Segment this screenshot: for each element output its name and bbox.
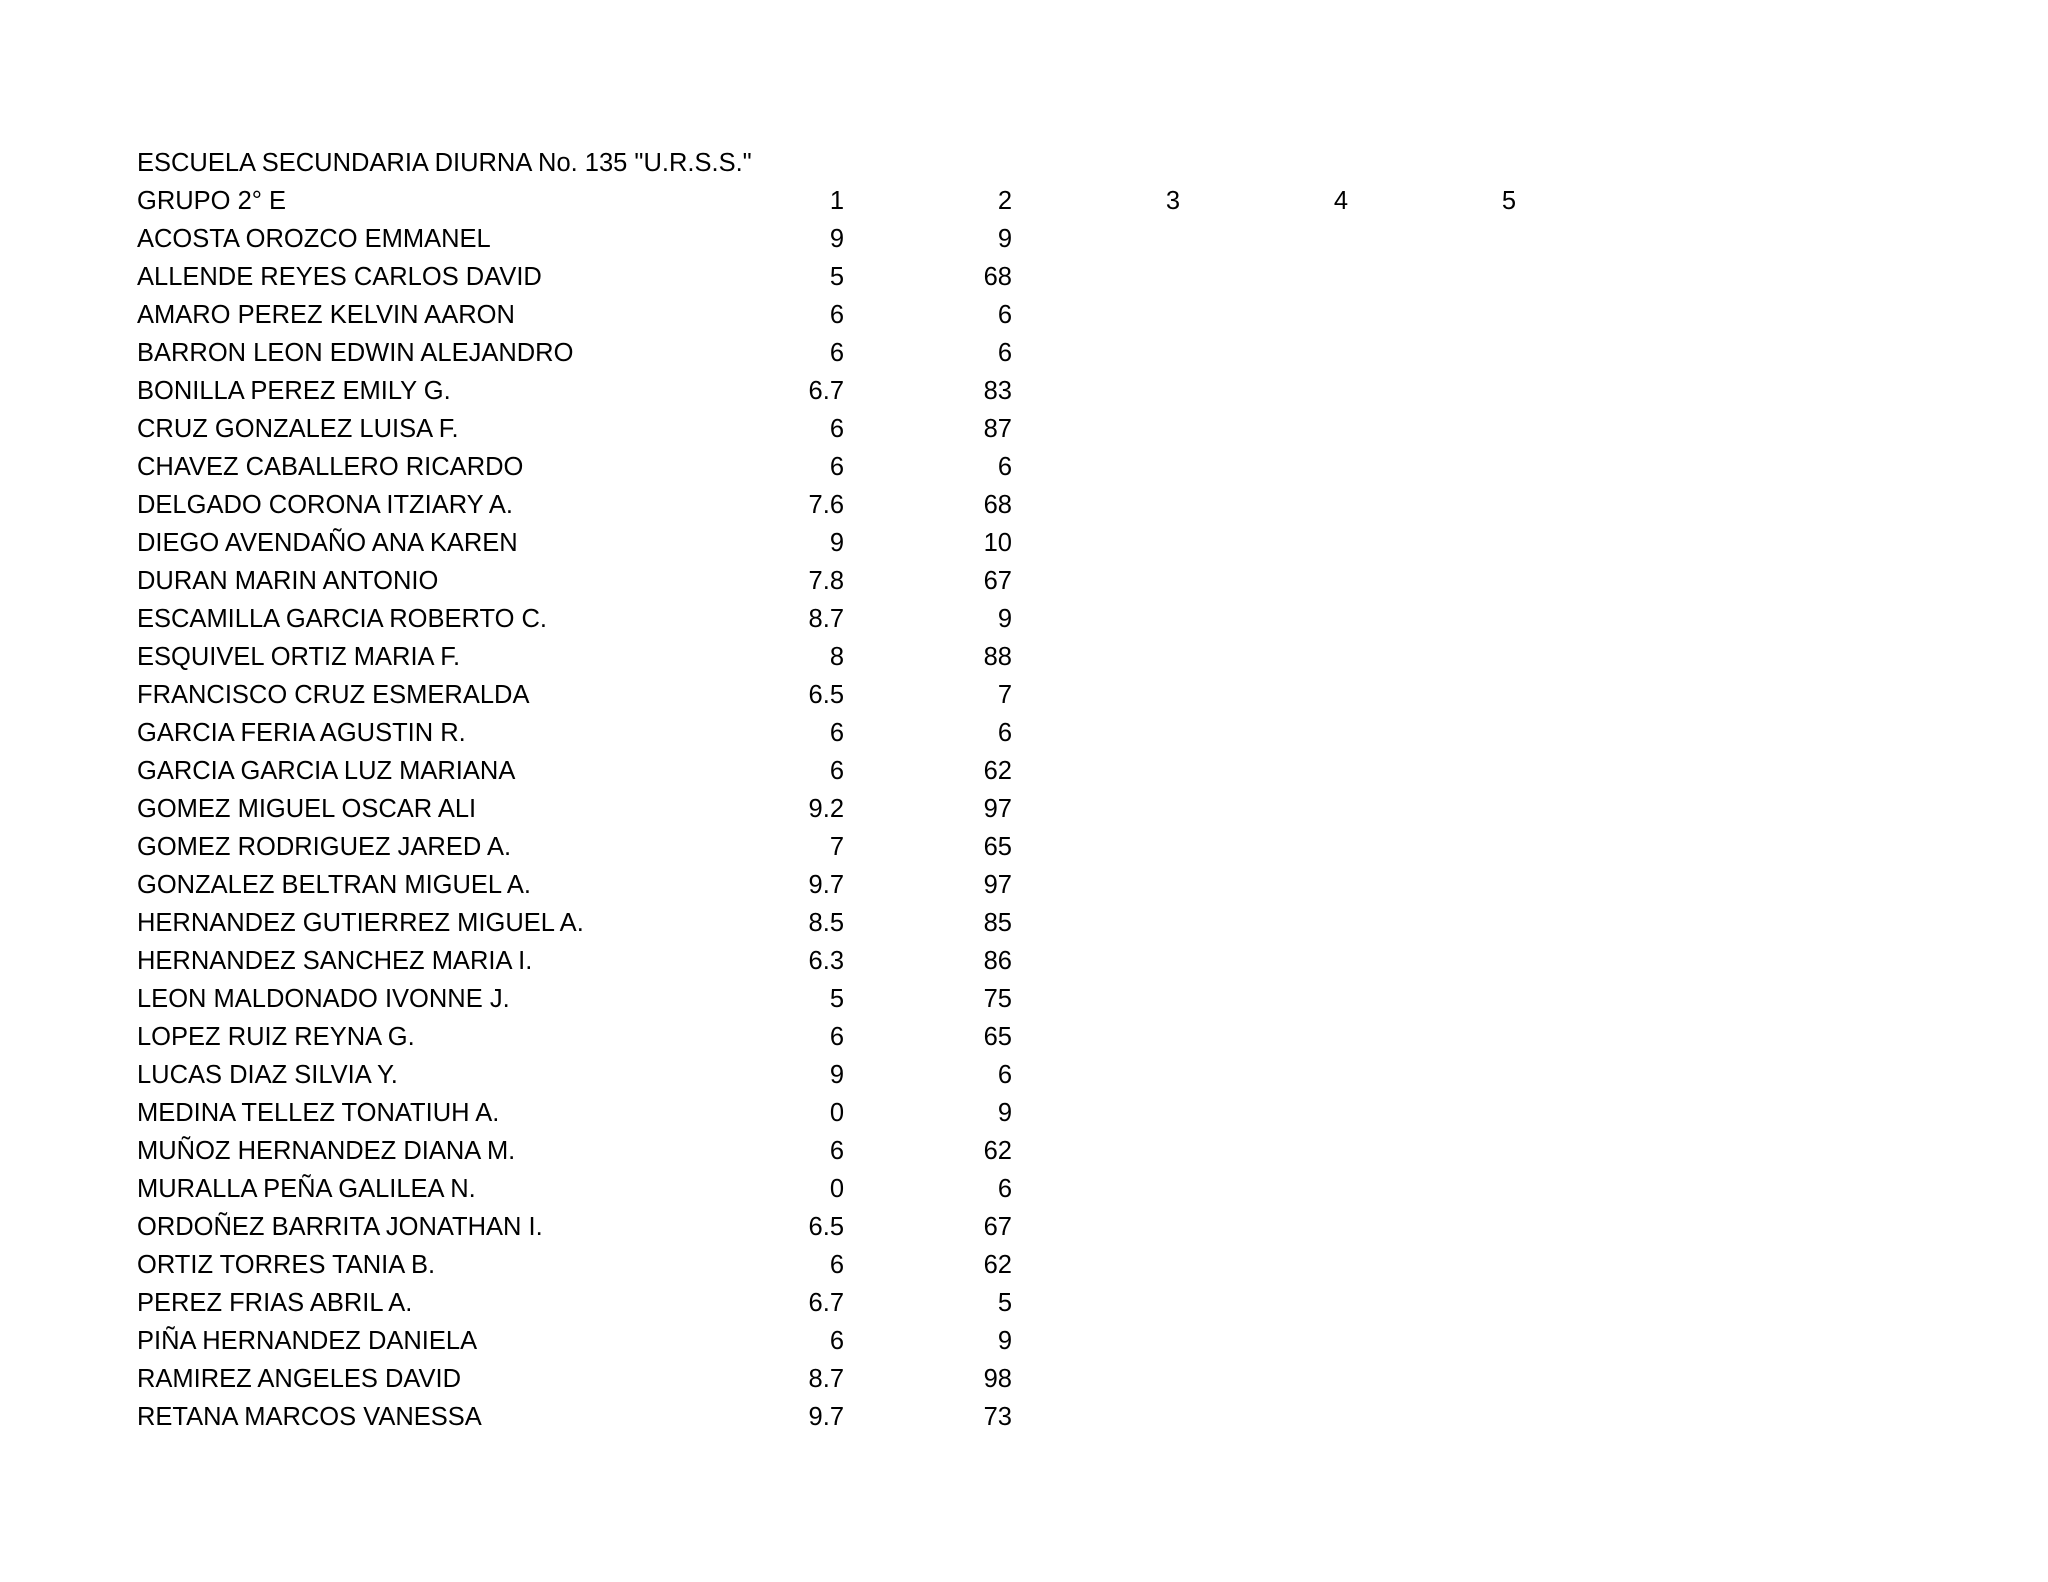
grade-1: 6 xyxy=(829,1137,844,1165)
grade-2: 9 xyxy=(997,1327,1012,1355)
student-row xyxy=(0,638,2048,676)
grade-1: 9 xyxy=(829,529,844,557)
grade-1: 6 xyxy=(829,453,844,481)
student-name: ORDOÑEZ BARRITA JONATHAN I. xyxy=(137,1213,543,1241)
grade-2: 97 xyxy=(983,795,1012,823)
student-name: GONZALEZ BELTRAN MIGUEL A. xyxy=(137,871,531,899)
grade-2: 98 xyxy=(983,1365,1012,1393)
column-header-1: 1 xyxy=(829,187,844,215)
grade-2: 68 xyxy=(983,491,1012,519)
student-name: CHAVEZ CABALLERO RICARDO xyxy=(137,453,524,481)
grade-2: 6 xyxy=(997,339,1012,367)
grade-1: 6 xyxy=(829,1023,844,1051)
grade-2: 7 xyxy=(997,681,1012,709)
grade-2: 88 xyxy=(983,643,1012,671)
grade-2: 62 xyxy=(983,1251,1012,1279)
grade-1: 0 xyxy=(829,1099,844,1127)
student-name: ALLENDE REYES CARLOS DAVID xyxy=(137,263,542,291)
grade-1: 8.7 xyxy=(808,605,844,633)
student-row xyxy=(0,904,2048,942)
column-header-4: 4 xyxy=(1333,187,1348,215)
student-name: AMARO PEREZ KELVIN AARON xyxy=(137,301,515,329)
student-name: DURAN MARIN ANTONIO xyxy=(137,567,439,595)
student-row xyxy=(0,1132,2048,1170)
group-label: GRUPO 2° E xyxy=(137,187,287,215)
column-header-3: 3 xyxy=(1165,187,1180,215)
student-row xyxy=(0,258,2048,296)
grade-1: 5 xyxy=(829,263,844,291)
grade-1: 7 xyxy=(829,833,844,861)
grade-1: 6 xyxy=(829,719,844,747)
student-row xyxy=(0,1094,2048,1132)
grade-2: 65 xyxy=(983,833,1012,861)
student-name: FRANCISCO CRUZ ESMERALDA xyxy=(137,681,530,709)
student-row xyxy=(0,562,2048,600)
student-row xyxy=(0,296,2048,334)
student-row xyxy=(0,410,2048,448)
grade-2: 87 xyxy=(983,415,1012,443)
student-name: ESCAMILLA GARCIA ROBERTO C. xyxy=(137,605,548,633)
grade-2: 68 xyxy=(983,263,1012,291)
grade-2: 5 xyxy=(997,1289,1012,1317)
grade-1: 6.5 xyxy=(808,1213,844,1241)
grade-2: 9 xyxy=(997,1099,1012,1127)
grade-2: 6 xyxy=(997,301,1012,329)
school-title-row xyxy=(0,144,2048,182)
grade-2: 83 xyxy=(983,377,1012,405)
student-row xyxy=(0,600,2048,638)
student-row xyxy=(0,524,2048,562)
school-title: ESCUELA SECUNDARIA DIURNA No. 135 "U.R.S.S." xyxy=(137,149,752,177)
student-name: DELGADO CORONA ITZIARY A. xyxy=(137,491,513,519)
student-name: BARRON LEON EDWIN ALEJANDRO xyxy=(137,339,574,367)
group-header-row xyxy=(0,182,2048,220)
grade-1: 9.7 xyxy=(808,871,844,899)
student-name: LEON MALDONADO IVONNE J. xyxy=(137,985,510,1013)
grade-2: 9 xyxy=(997,225,1012,253)
student-row xyxy=(0,752,2048,790)
student-row xyxy=(0,1322,2048,1360)
student-name: ACOSTA OROZCO EMMANEL xyxy=(137,225,491,253)
student-name: RAMIREZ ANGELES DAVID xyxy=(137,1365,462,1393)
grade-1: 6 xyxy=(829,757,844,785)
student-name: MEDINA TELLEZ TONATIUH A. xyxy=(137,1099,500,1127)
student-name: GOMEZ RODRIGUEZ JARED A. xyxy=(137,833,512,861)
grade-1: 6 xyxy=(829,339,844,367)
grade-2: 6 xyxy=(997,1061,1012,1089)
student-name: ESQUIVEL ORTIZ MARIA F. xyxy=(137,643,461,671)
grade-2: 86 xyxy=(983,947,1012,975)
column-header-2: 2 xyxy=(997,187,1012,215)
grade-2: 6 xyxy=(997,719,1012,747)
grade-1: 6 xyxy=(829,415,844,443)
grade-2: 97 xyxy=(983,871,1012,899)
grade-1: 9.7 xyxy=(808,1403,844,1431)
grade-2: 9 xyxy=(997,605,1012,633)
grade-1: 0 xyxy=(829,1175,844,1203)
student-row xyxy=(0,1208,2048,1246)
grade-2: 75 xyxy=(983,985,1012,1013)
grade-1: 9 xyxy=(829,225,844,253)
grade-1: 6.7 xyxy=(808,377,844,405)
student-row xyxy=(0,1056,2048,1094)
grade-2: 85 xyxy=(983,909,1012,937)
grade-2: 67 xyxy=(983,567,1012,595)
student-name: PEREZ FRIAS ABRIL A. xyxy=(137,1289,413,1317)
student-row xyxy=(0,486,2048,524)
student-row xyxy=(0,714,2048,752)
student-row xyxy=(0,1018,2048,1056)
grade-1: 8.7 xyxy=(808,1365,844,1393)
grade-1: 7.6 xyxy=(808,491,844,519)
student-name: HERNANDEZ GUTIERREZ MIGUEL A. xyxy=(137,909,584,937)
grade-2: 67 xyxy=(983,1213,1012,1241)
student-row xyxy=(0,1360,2048,1398)
grade-1: 5 xyxy=(829,985,844,1013)
student-row xyxy=(0,1398,2048,1436)
student-name: HERNANDEZ SANCHEZ MARIA I. xyxy=(137,947,533,975)
student-row xyxy=(0,1170,2048,1208)
student-row xyxy=(0,372,2048,410)
student-row xyxy=(0,866,2048,904)
student-row xyxy=(0,790,2048,828)
student-row xyxy=(0,980,2048,1018)
student-name: GARCIA FERIA AGUSTIN R. xyxy=(137,719,466,747)
grade-2: 65 xyxy=(983,1023,1012,1051)
grade-1: 8 xyxy=(829,643,844,671)
grade-1: 8.5 xyxy=(808,909,844,937)
grade-2: 73 xyxy=(983,1403,1012,1431)
grade-1: 6 xyxy=(829,1327,844,1355)
student-row xyxy=(0,448,2048,486)
student-row xyxy=(0,1284,2048,1322)
grade-1: 9.2 xyxy=(808,795,844,823)
student-row xyxy=(0,828,2048,866)
grade-1: 6.5 xyxy=(808,681,844,709)
student-row xyxy=(0,220,2048,258)
student-name: CRUZ GONZALEZ LUISA F. xyxy=(137,415,459,443)
student-row xyxy=(0,676,2048,714)
student-name: MUÑOZ HERNANDEZ DIANA M. xyxy=(137,1137,516,1165)
student-name: DIEGO AVENDAÑO ANA KAREN xyxy=(137,529,518,557)
grade-2: 10 xyxy=(983,529,1012,557)
student-row xyxy=(0,334,2048,372)
grade-2: 62 xyxy=(983,757,1012,785)
grade-2: 62 xyxy=(983,1137,1012,1165)
grade-1: 9 xyxy=(829,1061,844,1089)
grade-1: 6 xyxy=(829,1251,844,1279)
student-name: GOMEZ MIGUEL OSCAR ALI xyxy=(137,795,477,823)
student-name: ORTIZ TORRES TANIA B. xyxy=(137,1251,436,1279)
grade-2: 6 xyxy=(997,453,1012,481)
grade-1: 6.7 xyxy=(808,1289,844,1317)
student-name: LUCAS DIAZ SILVIA Y. xyxy=(137,1061,398,1089)
student-row xyxy=(0,942,2048,980)
grade-1: 7.8 xyxy=(808,567,844,595)
student-name: RETANA MARCOS VANESSA xyxy=(137,1403,482,1431)
grade-1: 6 xyxy=(829,301,844,329)
student-name: BONILLA PEREZ EMILY G. xyxy=(137,377,451,405)
grade-1: 6.3 xyxy=(808,947,844,975)
student-name: MURALLA PEÑA GALILEA N. xyxy=(137,1175,476,1203)
student-name: PIÑA HERNANDEZ DANIELA xyxy=(137,1327,478,1355)
grade-2: 6 xyxy=(997,1175,1012,1203)
column-header-5: 5 xyxy=(1501,187,1516,215)
student-name: LOPEZ RUIZ REYNA G. xyxy=(137,1023,415,1051)
student-row xyxy=(0,1246,2048,1284)
student-name: GARCIA GARCIA LUZ MARIANA xyxy=(137,757,516,785)
